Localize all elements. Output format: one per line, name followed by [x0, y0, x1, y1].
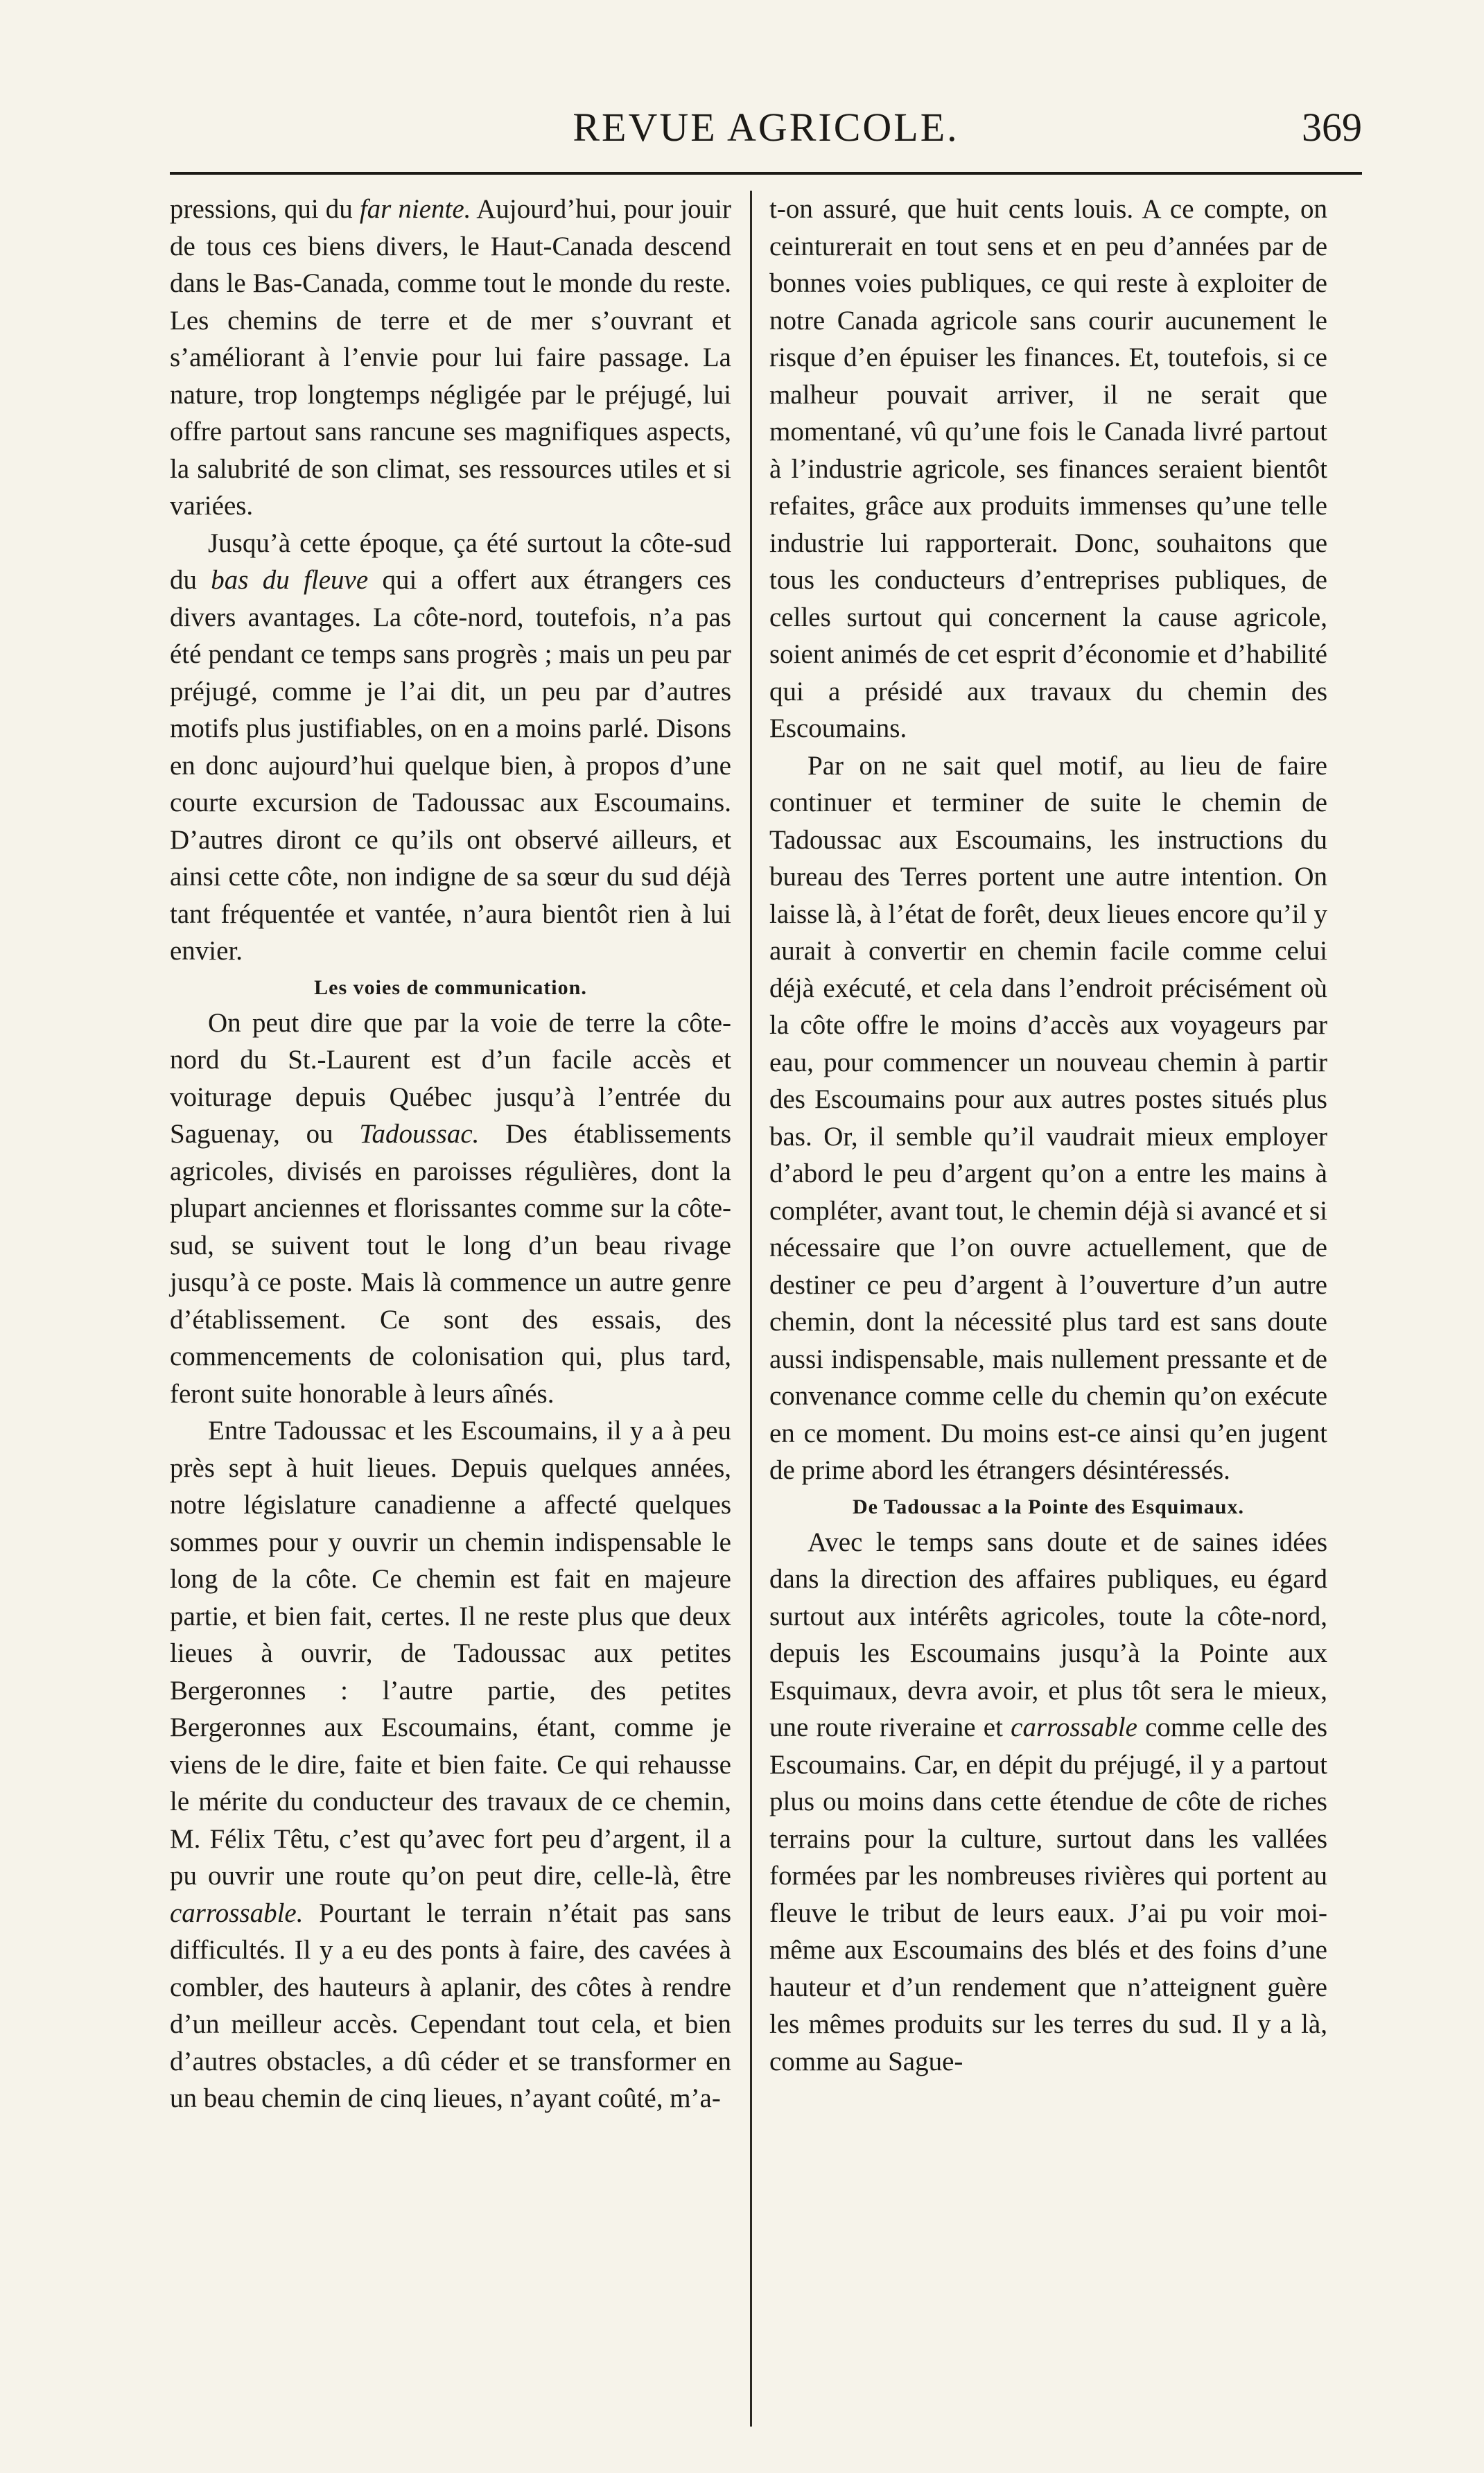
header-rule: [170, 172, 1362, 175]
paragraph: t-on assuré, que huit cents louis. A ce compte, on ceinturerait en tout sens et en peu d’années par de bonnes voies publiques, ce qui reste à exploiter de notre Canada agricole sans courir aucunement le risque d’en épuiser les finances. Et, toutefois, si ce malheur pouvait arriver, il ne serait que momentané, vû qu’une fois le Canada livré partout à l’industrie agricole, ses finances seraient bientôt refaites, grâce aux produits immenses qu’une telle industrie lui rapporterait. Donc, souhaitons que tous les conducteurs d’entreprises publiques, de celles surtout qui concernent la cause agricole, soient animés de cet esprit d’économie et d’habilité qui a présidé aux travaux du chemin des Escoumains.: [769, 194, 1327, 743]
paragraph: Jusqu’à cette époque, ça été surtout la côte-sud du bas du fleuve qui a offert aux étrangers ces divers avantages. La côte-nord, toutefois, n’a pas été pendant ce temps sans progrès ; mais un peu par préjugé, comme je l’ai dit, un peu par d’autres motifs plus justifiables, on en a moins parlé. Disons en donc aujourd’hui quelque bien, à propos d’une courte excursion de Tadoussac aux Escoumains. D’autres diront ce qu’ils ont observé ailleurs, et ainsi cette côte, non indigne de sa sœur du sud déjà tant fréquentée et vantée, n’aura bientôt rien à lui envier.: [170, 528, 732, 966]
page-header: [170, 104, 1362, 159]
paragraph: Avec le temps sans doute et de saines idées dans la direction des affaires publiques, eu égard surtout aux intérêts agricoles, toute la côte-nord, depuis les Escoumains jusqu’à la Pointe aux Esquimaux, devra avoir, et plus tôt sera le mieux, une route riveraine et carrossable comme celle des Escoumains. Car, en dépit du préjugé, il y a partout plus ou moins dans cette étendue de côte de riches terrains pour la culture, surtout dans les vallées formées par les nombreuses rivières qui portent au fleuve le tribut de leurs eaux. J’ai pu voir moi-même aux Escoumains des blés et des foins d’une hauteur et d’un rendement que n’atteignent guère les mêmes produits sur les terres du sud. Il y a là, comme au Sague-: [769, 1527, 1327, 2076]
right-column: [769, 191, 1327, 2080]
paragraph: Entre Tadoussac et les Escoumains, il y a à peu près sept à huit lieues. Depuis quelques années, notre législature canadienne a affecté quelques sommes pour y ouvrir un chemin indispensable le long de la côte. Ce chemin est fait en majeure partie, et bien fait, certes. Il ne reste plus que deux lieues à ouvrir, de Tadoussac aux petites Bergeronnes : l’autre partie, des petites Bergeronnes aux Escoumains, étant, comme je viens de le dire, faite et bien faite. Ce qui rehausse le mérite du conducteur des travaux de ce chemin, M. Félix Têtu, c’est qu’avec fort peu d’argent, il a pu ouvrir une route qu’on peut dire, celle-là, être carrossable. Pourtant le terrain n’était pas sans difficultés. Il y a eu des ponts à faire, des cavées à combler, des hauteurs à aplanir, des côtes à rendre d’un meilleur accès. Cependant tout cela, et bien d’autres obstacles, a dû céder et se transformer en un beau chemin de cinq lieues, n’ayant coûté, m’a-: [170, 1416, 731, 2113]
paragraph: pressions, qui du far niente. Aujourd’hui, pour jouir de tous ces biens divers, le Haut-Canada descend dans le Bas-Canada, comme tout le monde du reste. Les chemins de terre et de mer s’ouvrant et s’améliorant à l’envie pour lui faire passage. La nature, trop longtemps négligée par le préjugé, lui offre partout sans rancune ses magnifiques aspects, la salubrité de son climat, ses ressources utiles et si variées.: [170, 194, 731, 521]
left-column: [170, 191, 731, 2117]
section-heading: De Tadoussac a la Pointe des Esquimaux.: [853, 1495, 1244, 1518]
paragraph: Par on ne sait quel motif, au lieu de faire continuer et terminer de suite le chemin de Tadoussac aux Escoumains, les instructions du bureau des Terres portent une autre intention. On laisse là, à l’état de forêt, deux lieues encore qu’il y aurait à convertir en chemin facile comme celui déjà exécuté, et cela dans l’endroit précisément où la côte offre le moins d’accès aux voyageurs par eau, pour commencer un nouveau chemin à partir des Escoumains pour aux autres postes situés plus bas. Or, il semble qu’il vaudrait mieux employer d’abord le peu d’argent qu’on a entre les mains à compléter, avant tout, le chemin déjà si avancé et si nécessaire que l’on ouvre actuellement, que de destiner ce peu d’argent à l’ouverture d’un autre chemin, dont la nécessité plus tard est sans doute aussi indispensable, mais nullement pressante et de convenance comme celle du chemin qu’on exécute en ce moment. Du moins est-ce ainsi qu’en jugent de prime abord les étrangers désintéressés.: [769, 750, 1327, 1485]
paragraph: On peut dire que par la voie de terre la côte-nord du St.-Laurent est d’un facile accès et voiturage depuis Québec jusqu’à l’entrée du Saguenay, ou Tadoussac. Des établissements agricoles, divisés en paroisses régulières, dont la plupart anciennes et florissantes comme sur la côte-sud, se suivent tout le long d’un beau rivage jusqu’à ce poste. Mais là commence un autre genre d’établissement. Ce sont des essais, des commencements de colonisation qui, plus tard, feront suite honorable à leurs aînés.: [170, 1007, 731, 1409]
section-heading: Les voies de communication.: [314, 975, 587, 999]
column-divider: [750, 191, 752, 2427]
running-title: REVUE AGRICOLE.: [573, 105, 959, 150]
page-number: 369: [1302, 105, 1362, 150]
